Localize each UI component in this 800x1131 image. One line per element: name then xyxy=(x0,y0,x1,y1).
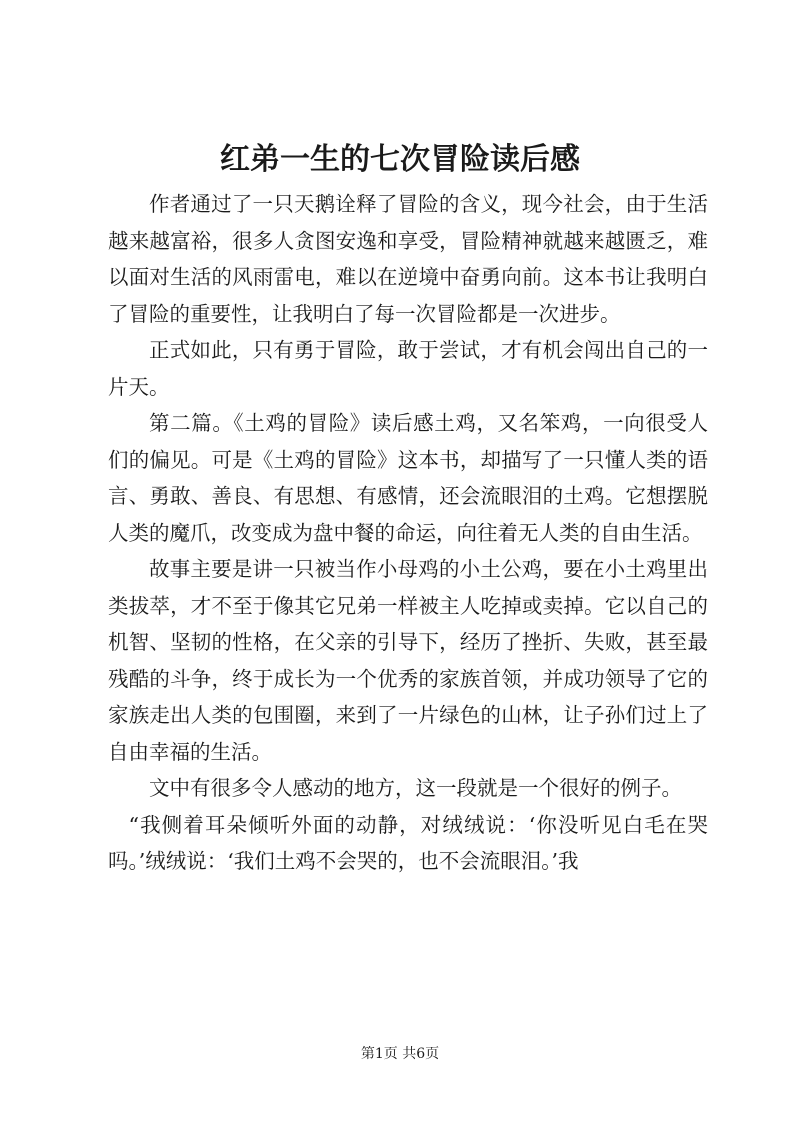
paragraph: 第二篇。《土鸡的冒险》读后感土鸡，又名笨鸡，一向很受人们的偏见。可是《土鸡的冒险》这本书，却描写了一只懂人类的语言、勇敢、善良、有思想、有感情，还会流眼泪的土鸡。它想摆脱人类的魔爪，改变成为盘中餐的命运，向往着无人类的自由生活。 xyxy=(108,411,708,545)
paragraph: 故事主要是讲一只被当作小母鸡的小土公鸡，要在小土鸡里出类拔萃，才不至于像其它兄弟一样被主人吃掉或卖掉。它以自己的机智、坚韧的性格，在父亲的引导下，经历了挫折、失败，甚至最残酷的斗争，终于成长为一个优秀的家族首领，并成功领导了它的家族走出人类的包围圈，来到了一片绿色的山林，让子孙们过上了自由幸福的生活。 xyxy=(108,557,708,764)
paragraph: 正式如此，只有勇于冒险，敢于尝试，才有机会闯出自己的一片天。 xyxy=(108,338,708,399)
document-body xyxy=(108,186,708,880)
document-title: 红弟一生的七次冒险读后感 xyxy=(220,142,580,177)
paragraph: 作者通过了一只天鹅诠释了冒险的含义，现今社会，由于生活越来越富裕，很多人贪图安逸和享受，冒险精神就越来越匮乏，难以面对生活的风雨雷电，难以在逆境中奋勇向前。这本书让我明白了冒险的重要性，让我明白了每一次冒险都是一次进步。 xyxy=(108,192,708,326)
paragraph: “我侧着耳朵倾听外面的动静，对绒绒说：‘你没听见白毛在哭吗。’绒绒说：‘我们土鸡不会哭的，也不会流眼泪。’我 xyxy=(108,812,708,873)
page-number-footer: 第1页 共6页 xyxy=(360,1046,440,1062)
paragraph: 文中有很多令人感动的地方，这一段就是一个很好的例子。 xyxy=(149,776,682,800)
